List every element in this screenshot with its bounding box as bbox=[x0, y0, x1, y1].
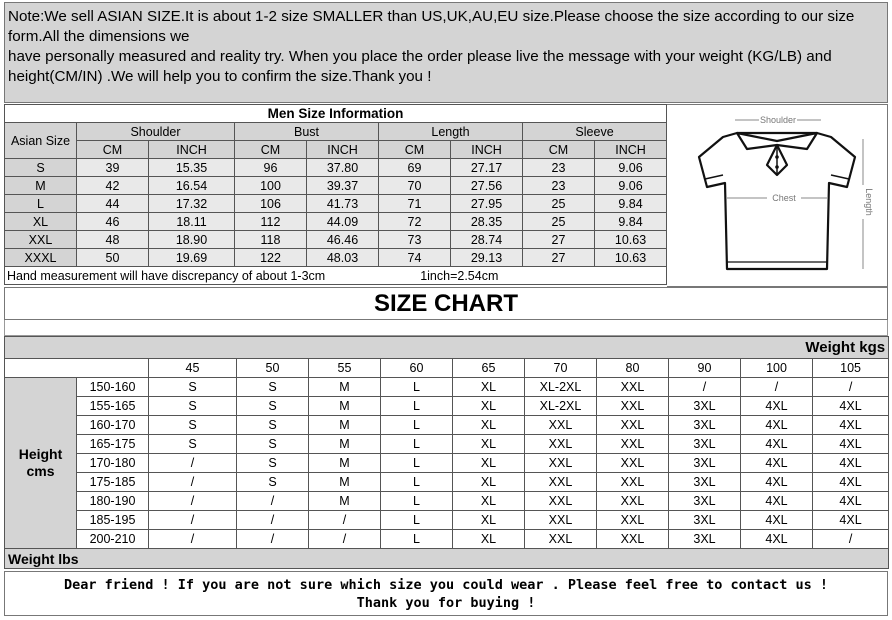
men-size-footnote bbox=[5, 267, 667, 285]
size-cell: M bbox=[309, 473, 381, 492]
size-cell: 4XL bbox=[813, 397, 889, 416]
size-cell: 3XL bbox=[669, 454, 741, 473]
size-cell: / bbox=[669, 378, 741, 397]
size-cell: XL-2XL bbox=[525, 378, 597, 397]
size-cell: 3XL bbox=[669, 530, 741, 549]
size-cell: / bbox=[309, 530, 381, 549]
height-range: 185-195 bbox=[77, 511, 149, 530]
measurement-cell: 19.69 bbox=[149, 249, 235, 267]
men-size-title: Men Size Information bbox=[5, 105, 667, 123]
size-cell: 3XL bbox=[669, 435, 741, 454]
size-cell: M bbox=[309, 435, 381, 454]
footer-line-2: Thank you for buying ! bbox=[356, 595, 536, 611]
measurement-cell: 100 bbox=[235, 177, 307, 195]
size-cell: L bbox=[381, 492, 453, 511]
unit-header: CM bbox=[523, 141, 595, 159]
size-cell: L bbox=[381, 473, 453, 492]
measurement-cell: 39 bbox=[77, 159, 149, 177]
size-cell: XXL bbox=[597, 435, 669, 454]
size-cell: / bbox=[149, 530, 237, 549]
weight-height-table bbox=[4, 336, 889, 569]
diagram-length-label: Length bbox=[864, 188, 874, 216]
measurement-cell: 39.37 bbox=[307, 177, 379, 195]
height-range: 160-170 bbox=[77, 416, 149, 435]
height-range: 150-160 bbox=[77, 378, 149, 397]
men-size-row bbox=[5, 213, 667, 231]
size-cell: XL bbox=[453, 530, 525, 549]
note-line-2: form.All the dimensions we bbox=[8, 28, 190, 45]
weight-header: 90 bbox=[669, 359, 741, 378]
height-range: 200-210 bbox=[77, 530, 149, 549]
measurement-cell: 72 bbox=[379, 213, 451, 231]
shirt-diagram bbox=[667, 104, 888, 287]
size-cell: L bbox=[381, 397, 453, 416]
size-cell: / bbox=[813, 530, 889, 549]
size-cell: XXL bbox=[525, 435, 597, 454]
size-cell: M bbox=[309, 416, 381, 435]
size-cell: XL bbox=[453, 492, 525, 511]
height-range: 180-190 bbox=[77, 492, 149, 511]
size-cell: XXL bbox=[525, 530, 597, 549]
measurement-cell: 25 bbox=[523, 195, 595, 213]
weight-header: 65 bbox=[453, 359, 525, 378]
size-cell: 3XL bbox=[669, 492, 741, 511]
size-cell: / bbox=[237, 530, 309, 549]
measurement-cell: 9.06 bbox=[595, 159, 667, 177]
size-cell: S bbox=[237, 397, 309, 416]
size-cell: 4XL bbox=[813, 454, 889, 473]
size-cell: 4XL bbox=[741, 492, 813, 511]
measurement-cell: 106 bbox=[235, 195, 307, 213]
size-cell: S bbox=[237, 378, 309, 397]
size-cell: 4XL bbox=[741, 511, 813, 530]
size-cell: XL bbox=[453, 511, 525, 530]
size-cell: 4XL bbox=[813, 492, 889, 511]
measurement-cell: 15.35 bbox=[149, 159, 235, 177]
weight-header: 80 bbox=[597, 359, 669, 378]
size-cell: 3XL bbox=[669, 397, 741, 416]
size-cell: XXL bbox=[597, 454, 669, 473]
size-cell: XXL bbox=[597, 530, 669, 549]
height-row bbox=[5, 473, 889, 492]
men-size-row bbox=[5, 159, 667, 177]
weight-header: 60 bbox=[381, 359, 453, 378]
size-cell: / bbox=[149, 454, 237, 473]
measurement-cell: 27.17 bbox=[451, 159, 523, 177]
size-cell: S bbox=[237, 473, 309, 492]
measurement-cell: 27.56 bbox=[451, 177, 523, 195]
size-cell: S bbox=[237, 416, 309, 435]
measurement-cell: 71 bbox=[379, 195, 451, 213]
spacer-row bbox=[4, 320, 888, 336]
measurement-cell: 27 bbox=[523, 231, 595, 249]
height-label: Height bbox=[18, 446, 63, 462]
size-cell: 3XL bbox=[669, 473, 741, 492]
size-cell: S bbox=[149, 416, 237, 435]
unit-header: INCH bbox=[595, 141, 667, 159]
measurement-cell: 48 bbox=[77, 231, 149, 249]
measurement-cell: 46.46 bbox=[307, 231, 379, 249]
measurement-cell: 9.84 bbox=[595, 195, 667, 213]
size-cell: S bbox=[237, 454, 309, 473]
size-cell: L bbox=[381, 530, 453, 549]
men-size-row bbox=[5, 249, 667, 267]
size-cell: 3XL bbox=[669, 511, 741, 530]
asian-size-header: Asian Size bbox=[5, 123, 77, 159]
size-cell: 4XL bbox=[741, 397, 813, 416]
height-row bbox=[5, 454, 889, 473]
inch-conversion-note: 1inch=2.54cm bbox=[420, 268, 499, 283]
size-cell: 4XL bbox=[813, 473, 889, 492]
size-cell: L bbox=[381, 378, 453, 397]
size-cell: / bbox=[149, 473, 237, 492]
size-cell: / bbox=[741, 378, 813, 397]
size-cell: S bbox=[237, 435, 309, 454]
weight-kgs-label: Weight kgs bbox=[5, 337, 889, 359]
size-cell: M bbox=[309, 378, 381, 397]
note-line-1: Note:We sell ASIAN SIZE.It is about 1-2 size SMALLER than US,UK,AU,EU size.Please choose the size according to our size bbox=[8, 8, 855, 25]
measurement-cell: 9.06 bbox=[595, 177, 667, 195]
measurement-cell: 10.63 bbox=[595, 249, 667, 267]
size-cell: 4XL bbox=[741, 454, 813, 473]
height-range: 155-165 bbox=[77, 397, 149, 416]
size-cell: L bbox=[381, 416, 453, 435]
size-cell: XL bbox=[453, 473, 525, 492]
unit-header: INCH bbox=[307, 141, 379, 159]
men-size-row bbox=[5, 177, 667, 195]
measurement-cell: 74 bbox=[379, 249, 451, 267]
size-cell: XXL bbox=[597, 511, 669, 530]
size-cell: M bbox=[309, 492, 381, 511]
sleeve-header: Sleeve bbox=[523, 123, 667, 141]
size-label: L bbox=[5, 195, 77, 213]
measurement-cell: 46 bbox=[77, 213, 149, 231]
size-cell: XXL bbox=[525, 454, 597, 473]
size-cell: XL-2XL bbox=[525, 397, 597, 416]
shoulder-header: Shoulder bbox=[77, 123, 235, 141]
weight-lbs-label: Weight lbs bbox=[5, 549, 889, 569]
hand-measurement-note: Hand measurement will have discrepancy of about 1-3cm bbox=[7, 268, 326, 283]
size-cell: S bbox=[149, 397, 237, 416]
size-chart-title: SIZE CHART bbox=[4, 287, 888, 320]
size-cell: 4XL bbox=[741, 473, 813, 492]
size-cell: XXL bbox=[525, 416, 597, 435]
measurement-cell: 69 bbox=[379, 159, 451, 177]
size-cell: 4XL bbox=[813, 511, 889, 530]
cms-label: cms bbox=[26, 463, 55, 479]
size-cell: XXL bbox=[525, 492, 597, 511]
height-row bbox=[5, 435, 889, 454]
measurement-cell: 44 bbox=[77, 195, 149, 213]
height-cms-label bbox=[5, 378, 77, 549]
measurement-cell: 70 bbox=[379, 177, 451, 195]
size-cell: S bbox=[149, 435, 237, 454]
measurement-cell: 44.09 bbox=[307, 213, 379, 231]
size-cell: XXL bbox=[597, 492, 669, 511]
measurement-cell: 28.74 bbox=[451, 231, 523, 249]
bust-header: Bust bbox=[235, 123, 379, 141]
weight-header-blank bbox=[5, 359, 149, 378]
measurement-cell: 29.13 bbox=[451, 249, 523, 267]
measurement-cell: 96 bbox=[235, 159, 307, 177]
measurement-cell: 18.90 bbox=[149, 231, 235, 249]
measurement-cell: 37.80 bbox=[307, 159, 379, 177]
note-line-4: height(CM/IN) .We will help you to confirm the size.Thank you ! bbox=[8, 68, 432, 85]
height-row bbox=[5, 416, 889, 435]
footer-message bbox=[4, 571, 888, 616]
unit-header: CM bbox=[77, 141, 149, 159]
height-row bbox=[5, 378, 889, 397]
size-cell: L bbox=[381, 454, 453, 473]
size-cell: XXL bbox=[525, 473, 597, 492]
size-cell: 4XL bbox=[813, 416, 889, 435]
weight-header: 100 bbox=[741, 359, 813, 378]
measurement-cell: 18.11 bbox=[149, 213, 235, 231]
size-cell: XL bbox=[453, 454, 525, 473]
size-cell: XXL bbox=[597, 378, 669, 397]
size-cell: / bbox=[309, 511, 381, 530]
measurement-cell: 118 bbox=[235, 231, 307, 249]
size-cell: / bbox=[237, 492, 309, 511]
weight-header: 45 bbox=[149, 359, 237, 378]
measurement-cell: 27 bbox=[523, 249, 595, 267]
height-row bbox=[5, 492, 889, 511]
height-row bbox=[5, 397, 889, 416]
diagram-shoulder-label: Shoulder bbox=[759, 115, 797, 125]
size-label: XL bbox=[5, 213, 77, 231]
size-cell: 4XL bbox=[741, 416, 813, 435]
measurement-cell: 27.95 bbox=[451, 195, 523, 213]
measurement-cell: 9.84 bbox=[595, 213, 667, 231]
size-cell: XXL bbox=[525, 511, 597, 530]
size-cell: M bbox=[309, 397, 381, 416]
note-line-3: have personally measured and reality try. When you place the order please live the message with your weight (KG/LB) and bbox=[8, 48, 832, 65]
measurement-cell: 112 bbox=[235, 213, 307, 231]
size-cell: L bbox=[381, 511, 453, 530]
weight-header: 105 bbox=[813, 359, 889, 378]
measurement-cell: 28.35 bbox=[451, 213, 523, 231]
weight-header: 70 bbox=[525, 359, 597, 378]
measurement-cell: 17.32 bbox=[149, 195, 235, 213]
measurement-cell: 41.73 bbox=[307, 195, 379, 213]
measurement-cell: 42 bbox=[77, 177, 149, 195]
size-cell: XXL bbox=[597, 473, 669, 492]
size-cell: / bbox=[813, 378, 889, 397]
size-cell: L bbox=[381, 435, 453, 454]
size-note bbox=[4, 2, 888, 103]
measurement-cell: 122 bbox=[235, 249, 307, 267]
height-range: 175-185 bbox=[77, 473, 149, 492]
diagram-chest-label: Chest bbox=[772, 193, 796, 203]
size-label: M bbox=[5, 177, 77, 195]
length-header: Length bbox=[379, 123, 523, 141]
size-cell: 3XL bbox=[669, 416, 741, 435]
height-row bbox=[5, 530, 889, 549]
measurement-cell: 16.54 bbox=[149, 177, 235, 195]
men-size-table bbox=[4, 104, 667, 285]
men-size-row bbox=[5, 195, 667, 213]
size-cell: XL bbox=[453, 435, 525, 454]
size-cell: 4XL bbox=[813, 435, 889, 454]
size-label: S bbox=[5, 159, 77, 177]
unit-header: CM bbox=[379, 141, 451, 159]
size-cell: XXL bbox=[597, 397, 669, 416]
size-label: XXXL bbox=[5, 249, 77, 267]
size-cell: XXL bbox=[597, 416, 669, 435]
weight-header: 50 bbox=[237, 359, 309, 378]
height-range: 165-175 bbox=[77, 435, 149, 454]
men-size-row bbox=[5, 231, 667, 249]
height-range: 170-180 bbox=[77, 454, 149, 473]
height-row bbox=[5, 511, 889, 530]
measurement-cell: 10.63 bbox=[595, 231, 667, 249]
polo-shirt-illustration bbox=[667, 105, 887, 287]
size-cell: / bbox=[149, 511, 237, 530]
measurement-cell: 48.03 bbox=[307, 249, 379, 267]
unit-header: INCH bbox=[451, 141, 523, 159]
size-cell: XL bbox=[453, 397, 525, 416]
measurement-cell: 25 bbox=[523, 213, 595, 231]
size-cell: 4XL bbox=[741, 435, 813, 454]
size-cell: 4XL bbox=[741, 530, 813, 549]
size-label: XXL bbox=[5, 231, 77, 249]
size-cell: S bbox=[149, 378, 237, 397]
unit-header: INCH bbox=[149, 141, 235, 159]
size-cell: XL bbox=[453, 416, 525, 435]
size-cell: XL bbox=[453, 378, 525, 397]
size-cell: M bbox=[309, 454, 381, 473]
unit-header: CM bbox=[235, 141, 307, 159]
weight-header: 55 bbox=[309, 359, 381, 378]
measurement-cell: 23 bbox=[523, 159, 595, 177]
size-cell: / bbox=[237, 511, 309, 530]
measurement-cell: 23 bbox=[523, 177, 595, 195]
measurement-cell: 50 bbox=[77, 249, 149, 267]
measurement-cell: 73 bbox=[379, 231, 451, 249]
footer-line-1: Dear friend ! If you are not sure which size you could wear . Please feel free to contact us ! bbox=[63, 577, 828, 593]
size-cell: / bbox=[149, 492, 237, 511]
